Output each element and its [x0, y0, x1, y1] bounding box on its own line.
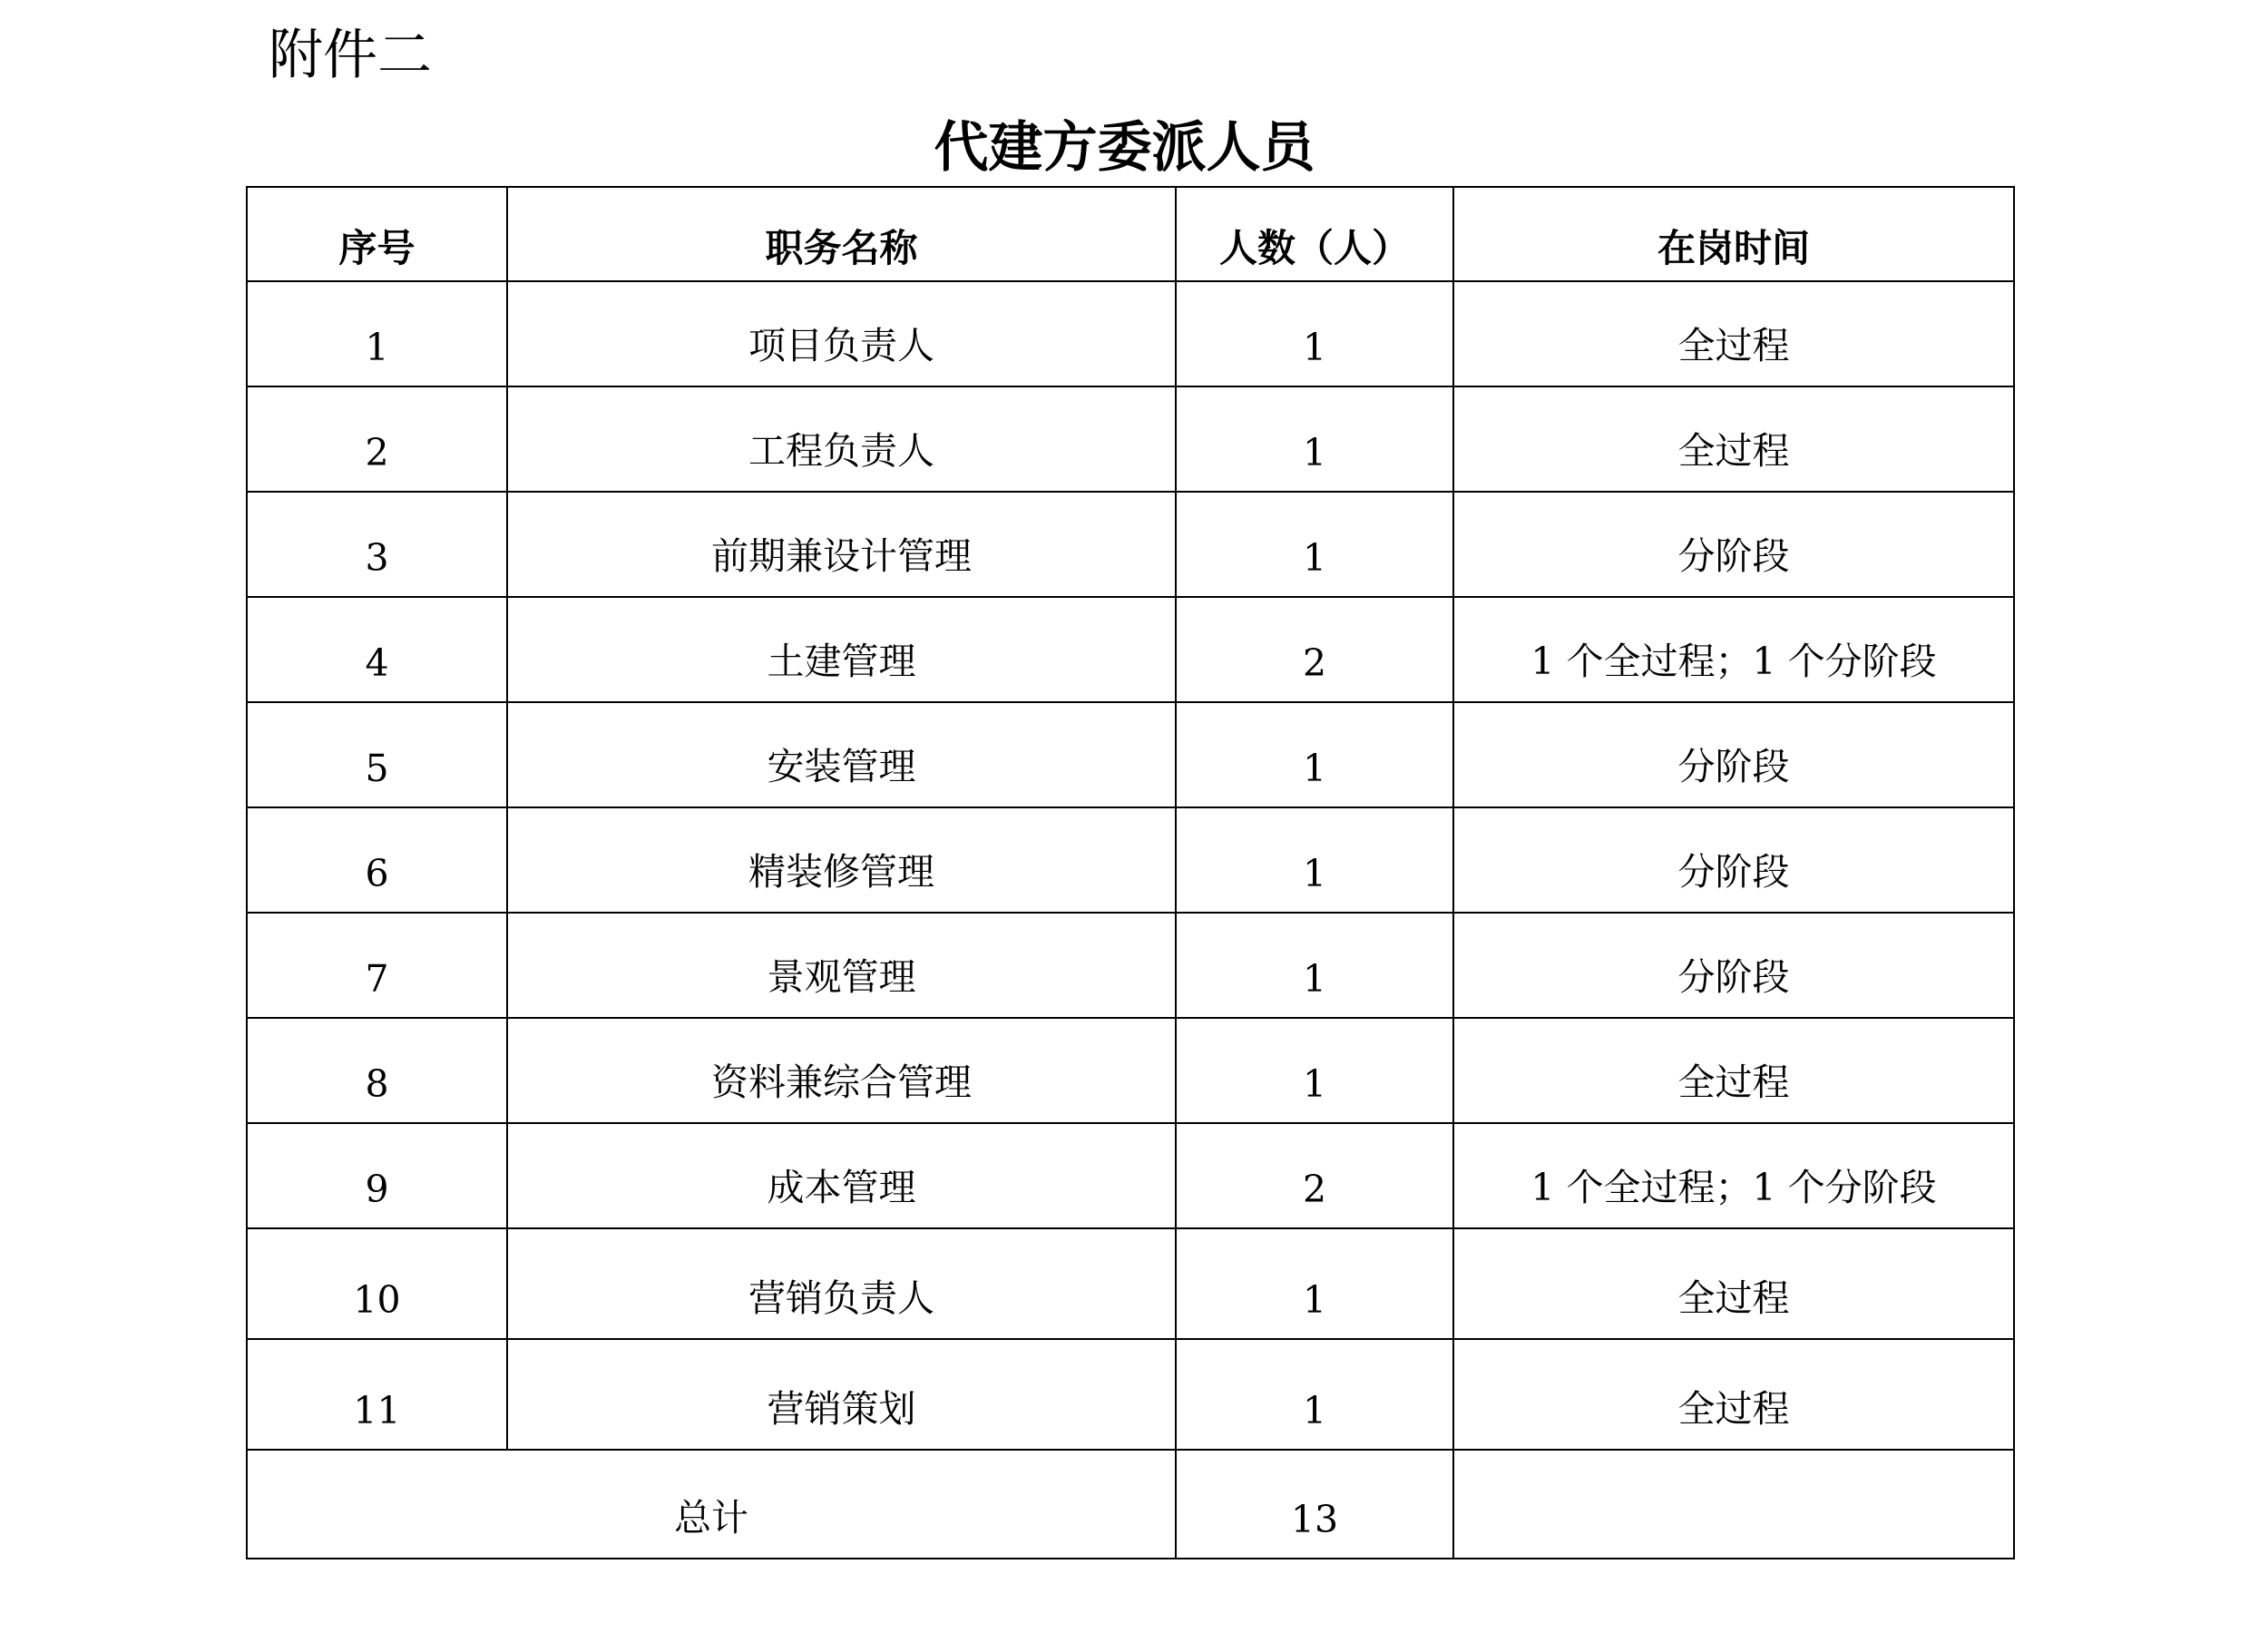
cell-no: 8	[247, 1018, 507, 1123]
cell-position: 安装管理	[507, 702, 1176, 807]
cell-no: 4	[247, 597, 507, 702]
cell-time: 全过程	[1453, 1018, 2014, 1123]
cell-count: 1	[1176, 913, 1453, 1018]
total-time	[1453, 1450, 2014, 1559]
total-count: 13	[1176, 1450, 1453, 1559]
cell-time: 全过程	[1453, 386, 2014, 492]
table-row	[247, 597, 2014, 702]
staff-table	[246, 186, 2015, 1559]
total-row	[247, 1450, 2014, 1559]
total-label: 总计	[247, 1450, 1176, 1559]
cell-no: 11	[247, 1339, 507, 1450]
cell-time: 分阶段	[1453, 492, 2014, 597]
cell-no: 9	[247, 1123, 507, 1228]
cell-position: 精装修管理	[507, 807, 1176, 913]
table-row	[247, 702, 2014, 807]
cell-time: 全过程	[1453, 1228, 2014, 1339]
cell-count: 1	[1176, 281, 1453, 386]
header-count: 人数（人）	[1176, 187, 1453, 281]
cell-count: 1	[1176, 702, 1453, 807]
table-row	[247, 1018, 2014, 1123]
cell-position: 营销负责人	[507, 1228, 1176, 1339]
table-header-row	[247, 187, 2014, 281]
cell-no: 1	[247, 281, 507, 386]
cell-count: 1	[1176, 1018, 1453, 1123]
cell-count: 1	[1176, 492, 1453, 597]
cell-count: 1	[1176, 386, 1453, 492]
cell-time: 全过程	[1453, 281, 2014, 386]
cell-count: 2	[1176, 597, 1453, 702]
cell-position: 营销策划	[507, 1339, 1176, 1450]
cell-time: 分阶段	[1453, 807, 2014, 913]
cell-no: 5	[247, 702, 507, 807]
cell-time: 1 个全过程；1 个分阶段	[1453, 1123, 2014, 1228]
table-row	[247, 1123, 2014, 1228]
table-row	[247, 492, 2014, 597]
cell-no: 6	[247, 807, 507, 913]
header-time: 在岗时间	[1453, 187, 2014, 281]
table-row	[247, 1339, 2014, 1450]
cell-count: 1	[1176, 1339, 1453, 1450]
table-row	[247, 281, 2014, 386]
document-title: 代建方委派人员	[934, 116, 1315, 180]
table-row	[247, 807, 2014, 913]
cell-count: 1	[1176, 807, 1453, 913]
header-position: 职务名称	[507, 187, 1176, 281]
cell-position: 景观管理	[507, 913, 1176, 1018]
cell-no: 2	[247, 386, 507, 492]
cell-no: 10	[247, 1228, 507, 1339]
cell-position: 前期兼设计管理	[507, 492, 1176, 597]
cell-time: 分阶段	[1453, 913, 2014, 1018]
cell-count: 1	[1176, 1228, 1453, 1339]
cell-time: 1 个全过程；1 个分阶段	[1453, 597, 2014, 702]
cell-position: 成本管理	[507, 1123, 1176, 1228]
table-row	[247, 386, 2014, 492]
cell-count: 2	[1176, 1123, 1453, 1228]
table-row	[247, 913, 2014, 1018]
cell-position: 土建管理	[507, 597, 1176, 702]
cell-time: 全过程	[1453, 1339, 2014, 1450]
header-no: 序号	[247, 187, 507, 281]
cell-position: 资料兼综合管理	[507, 1018, 1176, 1123]
cell-position: 项目负责人	[507, 281, 1176, 386]
cell-no: 3	[247, 492, 507, 597]
cell-position: 工程负责人	[507, 386, 1176, 492]
table-row	[247, 1228, 2014, 1339]
cell-no: 7	[247, 913, 507, 1018]
attachment-label: 附件二	[269, 24, 432, 87]
cell-time: 分阶段	[1453, 702, 2014, 807]
